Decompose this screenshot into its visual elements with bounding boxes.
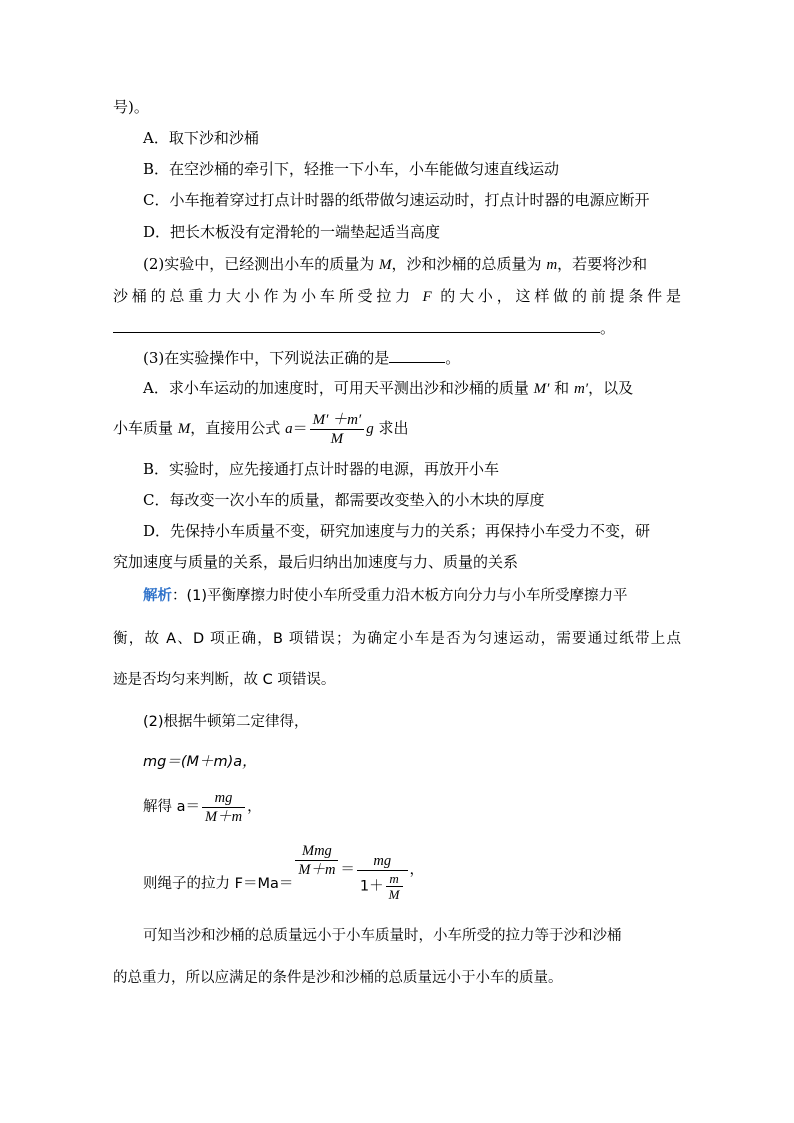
text: A．求小车运动的加速度时，可用天平测出沙和沙桶的质量: [143, 379, 534, 397]
text: 解得 a＝: [143, 799, 200, 815]
fraction: [386, 871, 403, 902]
fraction-numerator: Mmg: [295, 842, 338, 861]
text: 的大小，这样做的前提条件是: [431, 287, 681, 305]
conclusion-line2: 的总重力，所以应满足的条件是沙和沙桶的总质量远小于小车的质量。: [113, 970, 563, 986]
fraction-denominator: M: [330, 430, 344, 447]
answer-blank[interactable]: [389, 348, 445, 363]
text: ，: [247, 799, 262, 815]
text: ：: [172, 588, 187, 604]
equation-2: [143, 785, 262, 829]
formula-fraction: [310, 411, 365, 448]
option-3c: C．每改变一次小车的质量，都需要改变垫入的小木块的厚度: [143, 491, 545, 509]
var-F: F: [422, 289, 432, 305]
text: 。: [600, 319, 616, 337]
text: ＝: [340, 862, 355, 878]
text: 则绳子的拉力 F＝Ma＝: [143, 876, 294, 892]
var-m: m: [546, 257, 558, 273]
fraction-denominator: M＋m: [298, 862, 336, 878]
option-3d-line1: D．先保持小车质量不变，研究加速度与力的关系；再保持小车受力不变，研: [143, 522, 651, 540]
text: 和: [549, 379, 574, 397]
var-M: M: [379, 257, 392, 273]
fraction-numerator: M′ ＋m′: [310, 411, 365, 430]
text: 1＋: [359, 878, 384, 894]
solution-line2: 衡，故 A、D 项正确，B 项错误；为确定小车是否为匀速运动，需要通过纸带上点: [113, 631, 681, 647]
text: 小车质量: [113, 419, 178, 437]
equation-3: [143, 838, 424, 916]
fraction: [202, 789, 245, 826]
option-3d-line2: 究加速度与质量的关系，最后归纳出加速度与力、质量的关系: [113, 553, 519, 571]
part2-line1: [143, 254, 647, 275]
solution-line3: 迹是否均匀来判断，故 C 项错误。: [113, 672, 336, 688]
option-3a-line1: [143, 378, 633, 399]
text: (2)实验中，已经测出小车的质量为: [143, 255, 380, 273]
part2-answer-line: [113, 318, 615, 338]
text: ＝: [292, 419, 308, 437]
var-Mp: M′: [533, 381, 550, 397]
fraction-denominator: [357, 871, 408, 902]
question-tail: 号)。: [113, 98, 149, 116]
var-a: a: [285, 421, 293, 437]
answer-blank[interactable]: [113, 318, 600, 333]
option-3a-line2: [113, 408, 409, 449]
fraction-denominator: M: [388, 886, 400, 902]
fraction: [295, 842, 338, 879]
text: ，以及: [588, 379, 634, 397]
solution-label: 解析: [143, 588, 172, 604]
text: 沙桶的总重力大小作为小车所受拉力: [113, 287, 423, 305]
text: 。: [445, 349, 461, 367]
text: ，若要将沙和: [557, 255, 648, 273]
solution-line1: [143, 586, 628, 606]
part2-line2: [113, 286, 681, 307]
var-mp: m′: [573, 381, 589, 397]
fraction-numerator: mg: [357, 852, 408, 871]
equation-1: mg＝(M＋m)a，: [143, 754, 257, 770]
fraction-denominator: M＋m: [205, 808, 243, 825]
fraction-numerator: m: [386, 871, 403, 887]
part3-stem: [143, 348, 460, 368]
option-1b: B．在空沙桶的牵引下，轻推一下小车，小车能做匀速直线运动: [143, 160, 560, 178]
text: ，沙和沙桶的总质量为: [391, 255, 547, 273]
fraction-numerator: mg: [202, 789, 245, 808]
option-1d: D．把长木板没有定滑轮的一端垫起适当高度: [143, 223, 441, 241]
text: (1)平衡摩擦力时使小车所受重力沿木板方向分力与小车所受摩擦力平: [186, 588, 628, 604]
option-1c: C．小车拖着穿过打点计时器的纸带做匀速运动时，打点计时器的电源应断开: [143, 191, 650, 209]
option-1a: A．取下沙和沙桶: [143, 129, 259, 147]
text: ，直接用公式: [190, 419, 286, 437]
text: ，: [409, 862, 424, 878]
text: (3)在实验操作中，下列说法正确的是: [143, 349, 390, 367]
text: 求出: [373, 419, 409, 437]
fraction: [357, 852, 408, 902]
var-M: M: [177, 421, 191, 437]
option-3b: B．实验时，应先接通打点计时器的电源，再放开小车: [143, 460, 500, 478]
var-g: g: [366, 421, 374, 437]
conclusion-line1: 可知当沙和沙桶的总质量远小于小车质量时，小车所受的拉力等于沙和沙桶: [143, 928, 622, 944]
solution-p2-intro: (2)根据牛顿第二定律得，: [143, 714, 309, 730]
